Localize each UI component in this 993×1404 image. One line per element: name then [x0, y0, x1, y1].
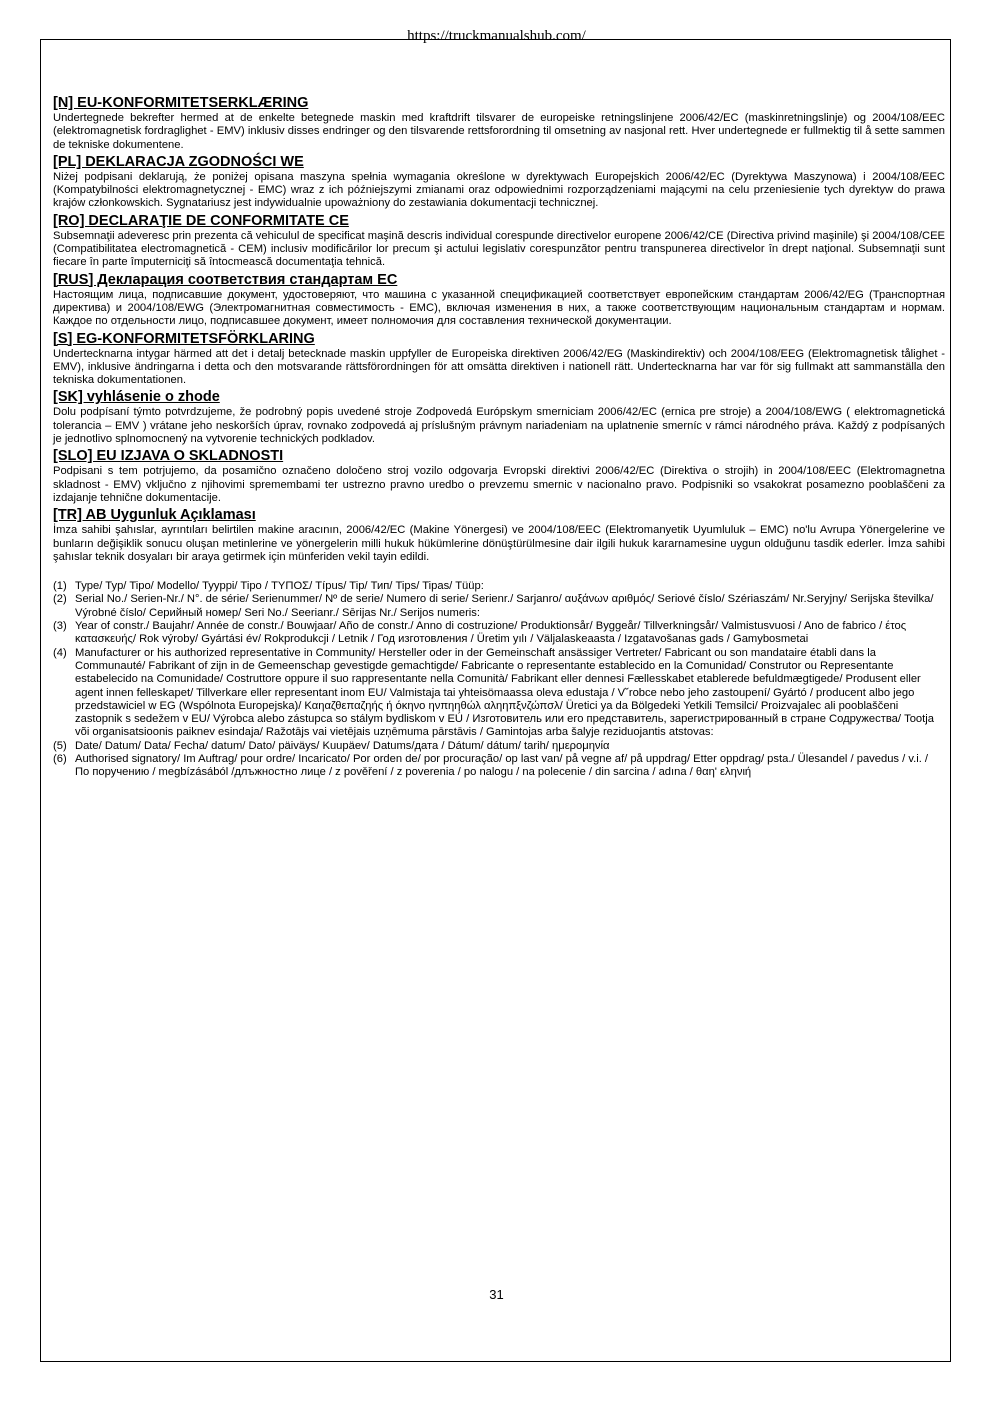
footnote-item: [53, 593, 945, 620]
section-title: [RUS] Декларация соответствия стандартам ЕС: [53, 271, 398, 288]
section-body: Niżej podpisani deklarują, że poniżej opisana maszyna spełnia wymagania określone w dyrektywach Europejskich 2006/42/EC (Dyrektywa Maszynowa) i 2004/108/EEC (Kompatybilności elektromagnetycznej - EMC) wraz z ich późniejszymi zmianami oraz odpowiednimi rozporządzeniami mającymi na celu przeniesienie tych dyrektyw do prawa krajów członkowskich. Sygnatariusz jest indywidualnie upoważniony do zestawiania dokumentacji technicznej.: [53, 170, 945, 210]
section-slo: [53, 448, 945, 505]
declarations-content: [53, 95, 945, 780]
footnote-number: (2): [53, 593, 67, 606]
section-s: [53, 331, 945, 388]
section-title: [SLO] EU IZJAVA O SKLADNOSTI: [53, 448, 284, 465]
footnote-number: (5): [53, 739, 67, 752]
source-url[interactable]: https://truckmanualshub.com/: [407, 28, 586, 44]
section-pl: [53, 154, 945, 211]
section-body: Podpisani s tem potrjujemo, da posamično označeno določeno stroj vozilo odgovarja Evropski direktivi 2006/42/EC (Direktiva o strojih) in 2004/108/EEC (Elektromagnetna skladnost - EMV) vključno z njihovimi spremembami ter ustrezno pravno uredbo o prevzemu smernic v nacionalno pravo. Podpisniki so vsakokrat posamezno pooblaščeni za izdajanje tehnične dokumentacije.: [53, 465, 945, 504]
section-body: Undertegnede bekrefter hermed at de enkelte betegnede maskin med kraftdrift tilsvarer de europeiske retningslinjene 2006/42/EC (maskinretningslinje) og 2004/108/EEC (elektromagnetisk fordraglighet - EMV) inklusiv disses endringer og den tilsvarende rettsforordning til omsetning av nasjonal rett. Hver undertegnede er fullmektig til å sette sammen de tekniske dokumentene.: [53, 112, 945, 151]
section-title: [RO] DECLARAŢIE DE CONFORMITATE CE: [53, 212, 349, 229]
footnote-item: [53, 620, 945, 647]
footnote-number: (6): [53, 752, 67, 765]
section-title: [N] EU-KONFORMITETSERKLÆRING: [53, 95, 309, 111]
section-body: Настоящим лица, подписавшие документ, удостоверяют, что машина с указанной спецификацией соответствует европейским стандартам 2006/42/EG (Транспортная директива) и 2004/108/EWG (Электромагнитная совместимость - EMC), включая изменения в них, а также соответствующим национальным стандартам и нормам. Каждое по отдельности лицо, подписавшее документ, имеет полномочия для составления технической документации.: [53, 288, 945, 328]
section-body: İmza sahibi şahıslar, ayrıntıları belirtilen makine aracının, 2006/42/EC (Makine Yönergesi) ve 2004/108/EEC (Elektromanyetik Uyumluluk – EMC) no'lu Avrupa Yönergelerine ve bunların değişiklik sonucu oluşan metinlerine ve yönergelerin milli hukuk hükümlerine dönüştürülmesine dair ilgili hukuk kararnamesine uygun olduğunu tasdik ederler. İmza sahibi şahıslar teknik dosyaları bir araya getirmek için münferiden vekil tayin edildi.: [53, 524, 945, 563]
footnotes-list: [53, 580, 945, 779]
section-title: [TR] AB Uygunluk Açıklaması: [53, 507, 256, 524]
footnote-number: (4): [53, 646, 67, 659]
footnote-item: [53, 753, 945, 780]
section-body: Dolu podpísaní týmto potvrdzujeme, že podrobný popis uvedené stroje Zodpovedá Európskym smerniciam 2006/42/EC (ernica pre stroje) a 2004/108/EWG ( elektromagnetická tolerancia – EMV ) vrátane jeho neskorších úprav, rovnako zodpovedá aj príslušným právnym nariadeniam na uplatnenie smerníc v rámci národného práva. Každý z podpísaných je jednotlivo splnomocnený na vytvorenie technických podkladov.: [53, 406, 945, 446]
section-body: Undertecknarna intygar härmed att det i detalj betecknade maskin uppfyller de Europeiska direktiven 2006/42/EG (Maskindirektiv) och 2004/108/EEG (Elektromagnetisk tålighet - EMV), inklusive ändringarna i detta och den motsvarande rättsförordningen för att omsätta direktiven i nationell rätt. Undertecknarna har var för sig fullmakt att sammanställa den tekniska dokumentationen.: [53, 347, 945, 387]
page-number: 31: [489, 1287, 504, 1302]
section-rus: [53, 272, 945, 329]
section-title: [PL] DEKLARACJA ZGODNOŚCI WE: [53, 153, 304, 170]
footnote-text: Year of constr./ Baujahr/ Année de constr./ Bouwjaar/ Año de constr./ Anno di costruzione/ Produktionsår/ Byggeår/ Tillverkningsår/ Valmistusvuosi / Ano de fabrico / έτος κατασκευής/ Rok výroby/ Gyártási év/ Rokprodukcji / Letnik / Год изготовления / Üretim yılı / Väljalaskeaasta / Izgatavošanas gads / Gamybosmetai: [75, 620, 907, 646]
footnote-item: [53, 647, 945, 740]
section-body: Subsemnaţii adeveresc prin prezenta că vehiculul de specificat maşină descris individual corespunde directivelor europene 2006/42/CE (Directiva privind maşinile) şi 2004/108/CEE (Compatibilitatea electromagnetică - CEM) inclusiv modificărilor lor precum şi actului legislativ corespunzător pentru transpunerea directivelor în drept naţional. Subsemnaţii sunt fiecare în parte împuterniciţi să întocmească documentaţia tehnică.: [53, 229, 945, 269]
section-sk: [53, 389, 945, 446]
section-n: [53, 95, 945, 152]
footnote-number: (1): [53, 580, 67, 593]
footnote-number: (3): [53, 620, 67, 633]
footnote-text: Serial No./ Serien-Nr./ N°. de série/ Serienummer/ Nº de serie/ Numero di serie/ Serienr./ Sarjanro/ αυξάνων αριθμός/ Seriové číslo/ Szériaszám/ Nr.Seryjny/ Serijska številka/ Výrobné číslo/ Серийный номер/ Seri No./ Seerianr./ Sērijas Nr./ Serijos numeris:: [75, 593, 934, 619]
section-title: [S] EG-KONFORMITETSFÖRKLARING: [53, 330, 315, 347]
footnote-text: Manufacturer or his authorized representative in Community/ Hersteller oder in der Gemeinschaft ansässiger Vertreter/ Fabricant ou son mandataire établi dans la Communauté/ Fabrikant of zijn in de Gemeenschap gevestigde gemachtigde/ Fabricante o representante establecido en la Comunidad/ Construtor ou Representante estabelecido na Comunidade/ Costruttore oppure il suo rappresentante nella Comunità/ Fabrikant eller dennesi Fællesskabet etablerede befuldmægtigede/ Produsent eller agent innen felleskapet/ Tillverkare eller representant inom EU/ Valmistaja tai yhteisömaassa oleva edustaja / V˘robce nebo jeho zastoupení/ Gyártó / producent albo jego przedstawiciel w EG (Wspólnota Europejska)/ Καηαζθεπαζηής ή όκηνο ηνπηηθώλ αληηπξνζώπσλ/ Üretici ya da Bölgedeki Yetkili Temsilci/ Proizvajalec ali pooblaščeni zastopnik s sedežem v EU/ Výrobca alebo zástupca so stálym bydliskom v EÚ / Изготовитель или его представитель, зарегистрированный в стране Содружества/ Tootja või organisatsioonis paiknev esindaja/ Ražotājs vai vietējais uzņēmuma pārstāvis / Gamintojas arba šalyje reziduojantis atstovas:: [75, 646, 934, 739]
footnote-text: Date/ Datum/ Data/ Fecha/ datum/ Dato/ päiväys/ Kuupäev/ Datums/дата / Dátum/ dátum/ tarih/ ημερομηνία: [75, 739, 610, 752]
footnote-text: Authorised signatory/ Im Auftrag/ pour ordre/ Incaricato/ Por orden de/ por procuração/ op last van/ på vegne af/ på uppdrag/ Etter oppdrag/ psta./ Ülesandel / pavedus / v.i. / По поручению / megbízásából /длъжностно лице / z pověření / z poverenia / po nalogu / na polecenie / din sarcina / adına / θαη' εληνιή: [75, 752, 929, 779]
section-title: [SK] vyhlásenie o zhode: [53, 389, 220, 406]
footnote-item: [53, 580, 945, 593]
section-ro: [53, 213, 945, 270]
footnote-text: Type/ Typ/ Tipo/ Modello/ Tyyppi/ Tipo / ΤΥΠΟΣ/ Típus/ Tip/ Тип/ Tips/ Tipas/ Tüüp:: [75, 580, 484, 593]
footnote-item: [53, 740, 945, 753]
section-tr: [53, 507, 945, 564]
